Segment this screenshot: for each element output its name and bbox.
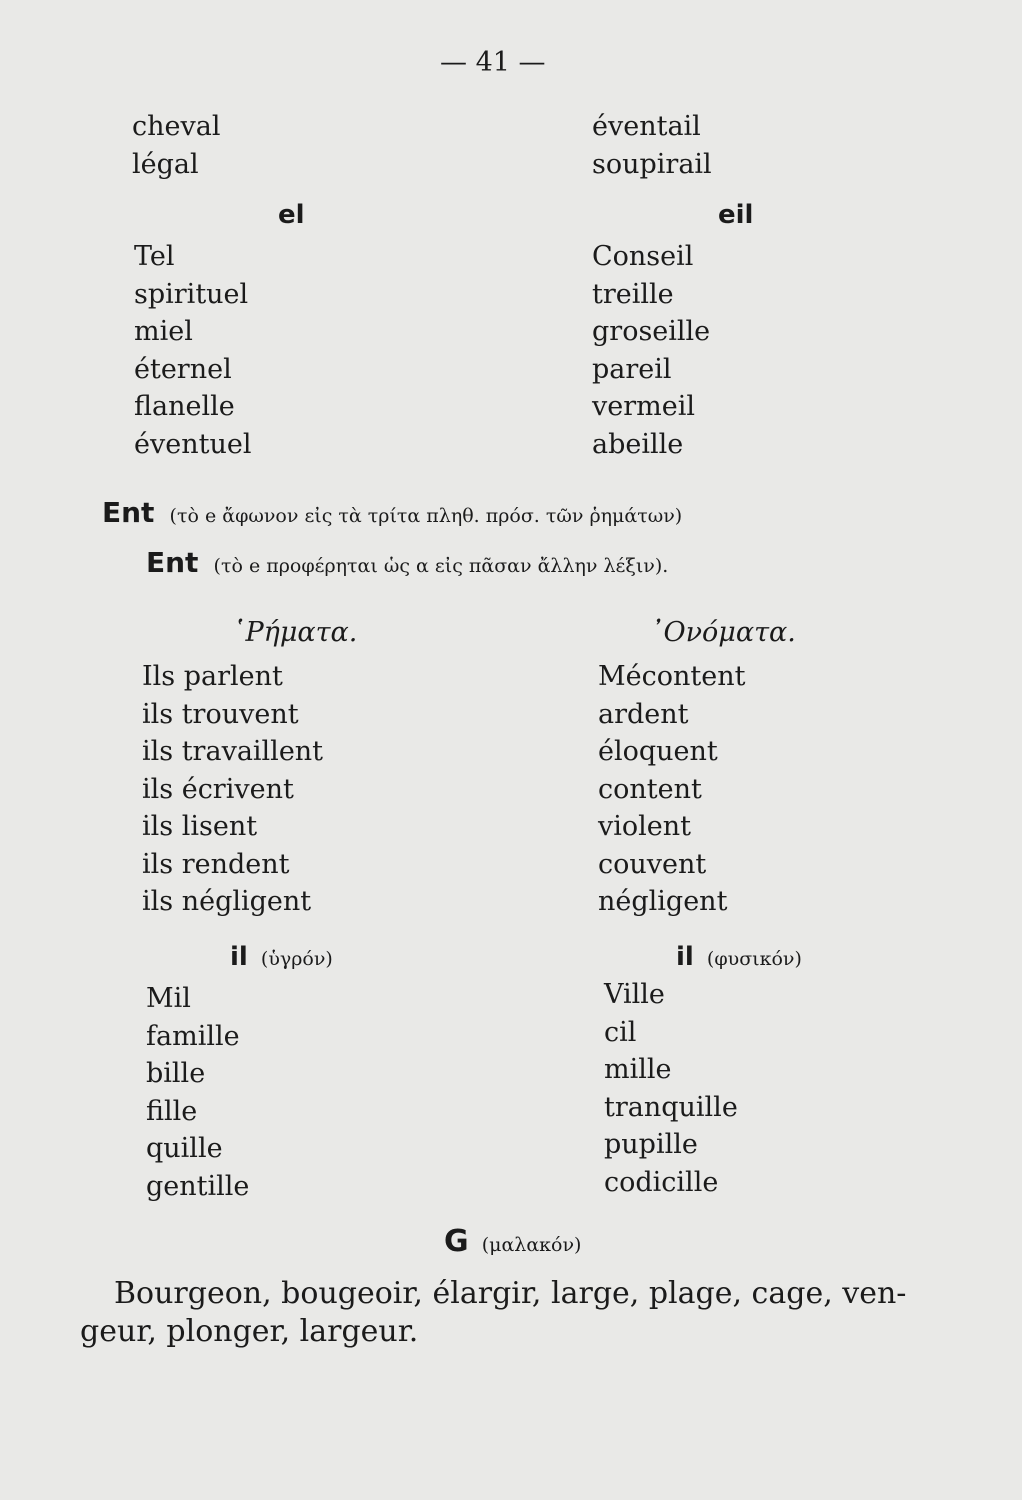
list-item: Ils parlent [142,661,283,692]
g-label: G [444,1224,469,1259]
il-note: (ὑγρόν) [260,948,333,970]
list-item: pareil [592,353,672,385]
list-item: mille [604,1054,672,1085]
al-left-list [132,108,220,183]
list-item: quille [146,1133,223,1164]
nouns-list [598,658,745,921]
g-note: (μαλακόν) [481,1234,582,1256]
list-item: ils écrivent [142,773,294,805]
il-label: il [676,942,694,972]
list-item: ils trouvent [142,698,299,730]
ent-label: Ent [102,496,155,529]
il-natural-heading [676,942,802,972]
list-item: vermeil [592,391,695,422]
list-item: famille [146,1020,240,1052]
il-note: (φυσικόν) [706,948,802,970]
list-item: tranquille [604,1091,738,1123]
il-label: il [230,942,248,972]
list-item: violent [598,811,691,842]
list-item: gentille [146,1170,250,1202]
g-paragraph-line-1: Bourgeon, bougeoir, élargir, large, plage, cage, ven- [114,1276,907,1311]
list-item: pupille [604,1129,698,1160]
list-item: flanelle [134,391,235,422]
list-item: groseille [592,316,711,347]
eil-list [592,238,710,463]
il-liquid-heading [230,942,333,972]
list-item: ils négligent [142,886,312,917]
ent-rule-2 [146,546,668,579]
list-item: ils rendent [142,848,290,880]
list-item: cheval [132,111,221,142]
list-item: couvent [598,848,707,880]
list-item: abeille [592,428,684,460]
list-item: éternel [134,353,232,385]
list-item: soupirail [592,148,712,180]
list-item: éventail [592,111,701,142]
list-item: Mil [146,983,191,1014]
list-item: Mécontent [598,661,746,692]
list-item: Conseil [592,241,694,272]
list-item: treille [592,278,674,310]
list-item: éloquent [598,736,718,767]
il-natural-list [604,976,738,1201]
list-item: Ville [604,979,665,1010]
verbs-list [142,658,323,921]
el-heading: el [278,200,305,230]
il-liquid-list [146,980,249,1205]
list-item: ardent [598,698,689,730]
page-number: — 41 — [440,47,546,78]
g-paragraph-line-2: geur, plonger, largeur. [80,1314,419,1349]
list-item: bille [146,1058,206,1089]
el-list [134,238,251,463]
list-item: légal [132,148,199,180]
list-item: éventuel [134,428,252,460]
list-item: négligent [598,886,728,917]
list-item: miel [134,316,193,347]
verbs-heading: ῾Ρήματα. [232,617,358,648]
list-item: spirituel [134,278,249,310]
ent-label: Ent [146,546,199,579]
al-right-list [592,108,712,183]
list-item: Tel [134,241,175,272]
g-heading [444,1224,581,1259]
list-item: codicille [604,1166,719,1198]
list-item: ils travaillent [142,736,324,767]
ent-note: (τὸ e ἄφωνον εἰς τὰ τρίτα πληθ. πρόσ. τῶν ῥημάτων) [169,505,683,527]
list-item: ils lisent [142,811,258,842]
list-item: content [598,773,702,805]
nouns-heading: ᾽Ονόματα. [650,617,796,648]
list-item: fille [146,1095,198,1127]
ent-rule-1 [102,496,682,529]
list-item: cil [604,1016,637,1048]
eil-heading: eil [718,200,754,230]
ent-note: (τὸ e προφέρηται ὡς α εἰς πᾶσαν ἄλλην λέξιν). [213,555,669,577]
